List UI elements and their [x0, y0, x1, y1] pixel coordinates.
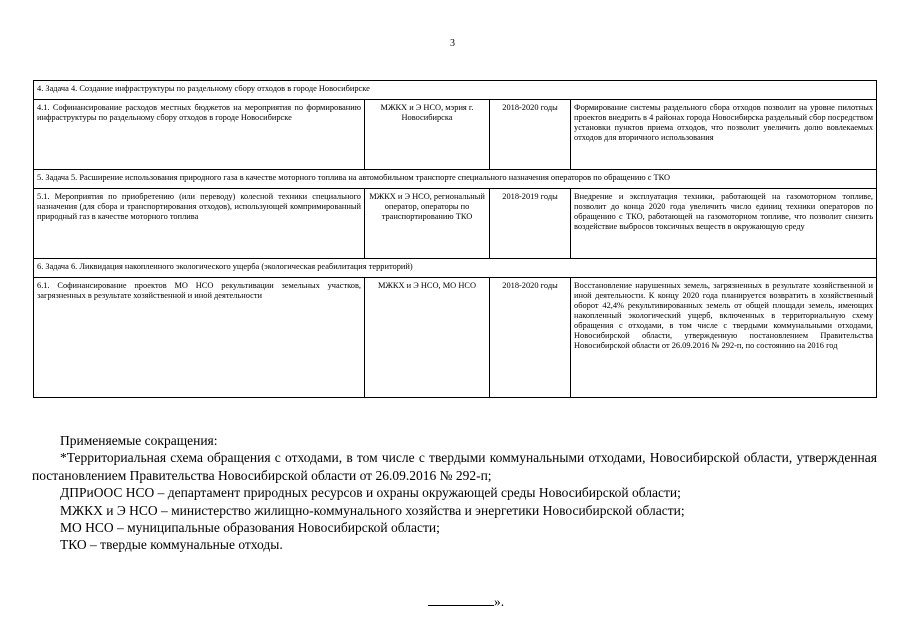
abbreviation-item: ДПРиООС НСО – департамент природных ресурсов и охраны окружающей среды Новосибирской области; [60, 485, 681, 501]
page-number: 3 [450, 38, 455, 49]
measure-cell: 6.1. Софинансирование проектов МО НСО рекультивации земельных участков, загрязненных в результате хозяйственной и иной деятельности [34, 278, 365, 398]
period-cell: 2018-2019 годы [490, 189, 571, 259]
signature-underline [428, 594, 494, 606]
closing-mark: ». [494, 594, 505, 609]
abbreviation-item: МЖКХ и Э НСО – министерство жилищно-коммунального хозяйства и энергетики Новосибирской области; [60, 502, 685, 518]
section-heading-row [34, 170, 877, 189]
executor-cell: МЖКХ и Э НСО, МО НСО [365, 278, 490, 398]
period-cell: 2018-2020 годы [490, 100, 571, 170]
table-row [34, 100, 877, 170]
abbreviations-block [32, 432, 877, 554]
section-heading-row [34, 81, 877, 100]
section-heading: 6. Задача 6. Ликвидация накопленного экологического ущерба (экологическая реабилитация территорий) [34, 259, 877, 278]
abbreviation-item: *Территориальная схема обращения с отходами, в том числе с твердыми коммунальными отходами, Новосибирской области, утвержденная постановлением Правительства Новосибирской области от 26.09.2016 № 292-п; [32, 450, 877, 483]
section-heading: 5. Задача 5. Расширение использования природного газа в качестве моторного топлива на автомобильном транспорте специального назначения операторов по обращению с ТКО [34, 170, 877, 189]
section-heading: 4. Задача 4. Создание инфраструктуры по раздельному сбору отходов в городе Новосибирске [34, 81, 877, 100]
closing-line [428, 594, 504, 610]
abbreviations-title: Применяемые сокращения: [60, 433, 218, 448]
result-cell: Восстановление нарушенных земель, загрязненных в результате хозяйственной и иной деятельности. К концу 2020 года планируется возвратить в хозяйственный оборот 42,4% рекультивированных земель от общей площади земель, имеющих накопленный экологический ущерб, включенных в территориальную схему обращения с отходами, в том числе с твердыми коммунальными отходами, Новосибирской области, утвержденную постановлением Правительства Новосибирской области от 26.09.2016 № 292-п, по состоянию на 2016 год [571, 278, 877, 398]
result-cell: Формирование системы раздельного сбора отходов позволит на уровне пилотных проектов внедрить в 4 районах города Новосибирска раздельный сбор посредством установки пунктов приема отходов, что позволит увеличить долю вовлекаемых отходов для вторичного использования [571, 100, 877, 170]
measure-cell: 5.1. Мероприятия по приобретению (или переводу) колесной техники специального назначения (для сбора и транспортирования отходов), использующей компримированный природный газ в качестве моторного топлива [34, 189, 365, 259]
table-row [34, 278, 877, 398]
abbreviation-item: ТКО – твердые коммунальные отходы. [60, 537, 283, 553]
executor-cell: МЖКХ и Э НСО, региональный оператор, операторы по транспортированию ТКО [365, 189, 490, 259]
executor-cell: МЖКХ и Э НСО, мэрия г. Новосибирска [365, 100, 490, 170]
measure-cell: 4.1. Софинансирование расходов местных бюджетов на мероприятия по формированию инфраструктуры по раздельному сбору отходов в городе Новосибирске [34, 100, 365, 170]
result-cell: Внедрение и эксплуатация техники, работающей на газомоторном топливе, позволит до конца 2020 года увеличить число единиц техники операторов по обращению с ТКО, работающей на газомоторном топливе, что позволит снизить воздействие выбросов токсичных веществ в окружающую среду [571, 189, 877, 259]
period-cell: 2018-2020 годы [490, 278, 571, 398]
table-row [34, 189, 877, 259]
measures-table [33, 80, 877, 398]
section-heading-row [34, 259, 877, 278]
abbreviation-item: МО НСО – муниципальные образования Новосибирской области; [60, 520, 440, 536]
